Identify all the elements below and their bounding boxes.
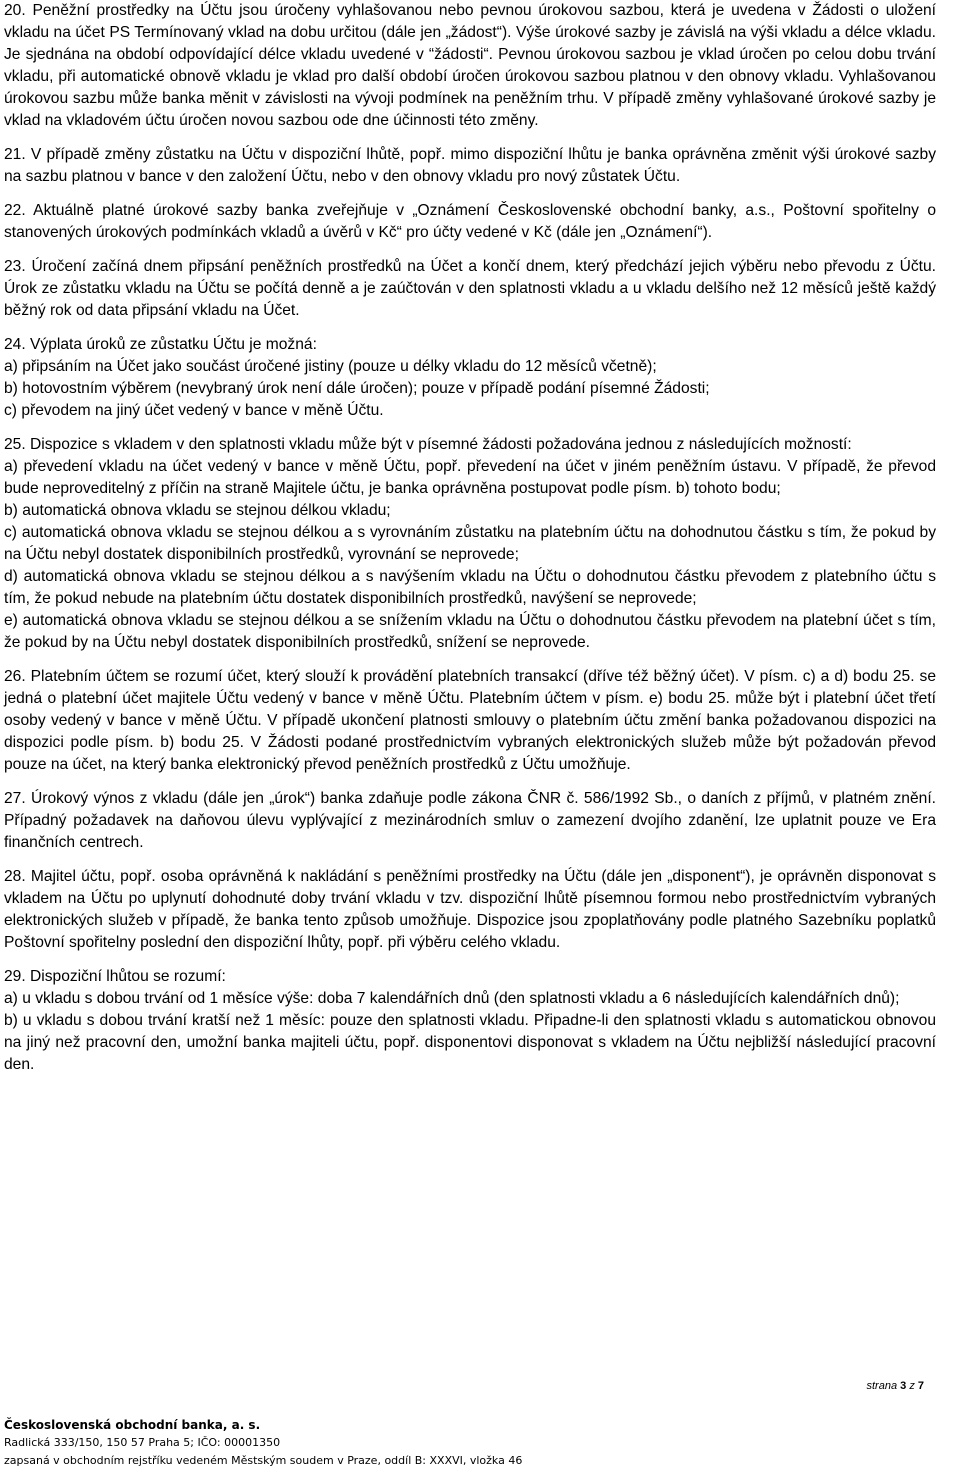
paragraph-25-item-b: b) automatická obnova vkladu se stejnou délkou vkladu; (4, 502, 391, 519)
paragraph-21: 21. V případě změny zůstatku na Účtu v dispoziční lhůtě, popř. mimo dispoziční lhůtu je banka oprávněna změnit výši úrokové sazby na sazbu platnou v bance v den založení Účtu, nebo v den obnovy vkladu pro nový zůstatek Účtu. (4, 146, 936, 185)
page-current: 3 (900, 1380, 907, 1392)
paragraph-23: 23. Úročení začíná dnem připsání peněžních prostředků na Účet a končí dnem, který předchází jejich výběru nebo převodu z Účtu. Úrok ze zůstatku vkladu na Účtu se počítá denně a je zaúčtován v den splatnosti vkladu a u vkladu delšího než 12 měsíců ještě každý běžný rok od data připsání vkladu na Účet. (4, 258, 936, 319)
paragraph-24-intro: 24. Výplata úroků ze zůstatku Účtu je možná: (4, 336, 317, 353)
page-number (866, 1380, 924, 1392)
footer-address: Radlická 333/150, 150 57 Praha 5; IČO: 00001350 (4, 1436, 281, 1449)
footer-registry: zapsaná v obchodním rejstříku vedeném Městským soudem v Praze, oddíl B: XXXVI, vložka 46 (4, 1454, 523, 1467)
paragraph-25-item-c: c) automatická obnova vkladu se stejnou délkou a s vyrovnáním zůstatku na platebním účtu na dohodnutou částku s tím, že pokud by na Účtu nebyl dostatek disponibilních prostředků, vyrovnání se neprovede; (4, 524, 936, 563)
paragraph-27: 27. Úrokový výnos z vkladu (dále jen „úrok“) banka zdaňuje podle zákona ČNR č. 586/1992 Sb., o daních z příjmů, v platném znění. Případný požadavek na daňovou úlevu vyplývající z mezinárodních smluv o zamezení dvojího zdanění, lze uplatnit pouze ve Era finančních centrech. (4, 790, 936, 851)
paragraph-24 (4, 334, 936, 422)
paragraph-29-item-b: b) u vkladu s dobou trvání kratší než 1 měsíc: pouze den splatnosti vkladu. Připadne-li den splatnosti vkladu s automatickou obnovou na jiný než pracovní den, umožní banka majiteli účtu, popř. disponentovi disponovat s vkladem na Účtu nejbližší následující pracovní den. (4, 1012, 936, 1073)
footer-company: Československá obchodní banka, a. s. (4, 1418, 261, 1432)
paragraph-29-intro: 29. Dispoziční lhůtou se rozumí: (4, 968, 226, 985)
page-separator: z (909, 1380, 915, 1392)
paragraph-24-item-c: c) převodem na jiný účet vedený v bance v měně Účtu. (4, 402, 384, 419)
paragraph-24-item-a: a) připsáním na Účet jako součást úročené jistiny (pouze u délky vkladu do 12 měsíců včetně); (4, 358, 657, 375)
paragraph-29-item-a: a) u vkladu s dobou trvání od 1 měsíce výše: doba 7 kalendářních dnů (den splatnosti vkladu a 6 následujících kalendářních dnů); (4, 990, 900, 1007)
document-body (4, 0, 936, 1088)
paragraph-25 (4, 434, 936, 654)
document-footer (4, 1416, 522, 1470)
paragraph-25-item-d: d) automatická obnova vkladu se stejnou délkou a s navýšením vkladu na Účtu o dohodnutou částku převodem z platebního účtu s tím, že pokud nebude na platebním účtu dostatek disponibilních prostředků, navýšení se neprovede; (4, 568, 936, 607)
paragraph-25-intro: 25. Dispozice s vkladem v den splatnosti vkladu může být v písemné žádosti požadována jednou z následujících možností: (4, 436, 852, 453)
paragraph-26: 26. Platebním účtem se rozumí účet, který slouží k provádění platebních transakcí (dříve též běžný účet). V písm. c) a d) bodu 25. se jedná o platební účet majitele Účtu vedený v bance v měně Účtu. Platebním účtem v písm. e) bodu 25. může být i platební účet třetí osoby vedený v bance v měně Účtu. V případě ukončení platnosti smlouvy o platebním účtu změní banka požadovanou dispozici na dispozici podle písm. b) bodu 25. V Žádosti podané prostřednictvím vybraných elektronických služeb může být požadován převod pouze na účet, na který banka elektronický převod peněžních prostředků z Účtu umožňuje. (4, 668, 936, 773)
paragraph-22: 22. Aktuálně platné úrokové sazby banka zveřejňuje v „Oznámení Československé obchodní banky, a.s., Poštovní spořitelny o stanovených úrokových podmínkách vkladů a úvěrů v Kč“ pro účty vedené v Kč (dále jen „Oznámení“). (4, 202, 936, 241)
paragraph-28: 28. Majitel účtu, popř. osoba oprávněná k nakládání s peněžními prostředky na Účtu (dále jen „disponent“), je oprávněn disponovat s vkladem na Účtu po uplynutí dohodnuté doby trvání vkladu v tzv. dispoziční lhůtě písemnou formou nebo prostřednictvím vybraných elektronických služeb v případě, že banka tento způsob umožňuje. Dispozice jsou zpoplatňovány podle platného Sazebníku poplatků Poštovní spořitelny poslední den dispoziční lhůty, popř. při výběru celého vkladu. (4, 868, 936, 951)
page-prefix: strana (866, 1380, 898, 1392)
paragraph-29 (4, 966, 936, 1076)
paragraph-20: 20. Peněžní prostředky na Účtu jsou úročeny vyhlašovanou nebo pevnou úrokovou sazbou, která je uvedena v Žádosti o uložení vkladu na účet PS Termínovaný vklad na dobu určitou (dále jen „žádost“). Výše úrokové sazby je závislá na výši vkladu a délce vkladu. Je sjednána na období odpovídající délce vkladu uvedené v “žádosti“. Pevnou úrokovou sazbou je vklad úročen po celou dobu trvání vkladu, při automatické obnově vkladu je vklad pro další období úročen úrokovou sazbou platnou v den obnovy vkladu. Vyhlašovanou úrokovou sazbu může banka měnit v závislosti na vývoji podmínek na peněžním trhu. V případě změny vyhlašované úrokové sazby je vklad na vkladovém účtu úročen novou sazbou ode dne účinnosti této změny. (4, 2, 936, 129)
page-total: 7 (917, 1380, 924, 1392)
paragraph-24-item-b: b) hotovostním výběrem (nevybraný úrok není dále úročen); pouze v případě podání písemné Žádosti; (4, 380, 710, 397)
paragraph-25-item-a: a) převedení vkladu na účet vedený v bance v měně Účtu, popř. převedení na účet v jiném peněžním ústavu. V případě, že převod bude neproveditelný z příčin na straně Majitele účtu, je banka oprávněna postupovat podle písm. b) tohoto bodu; (4, 458, 936, 497)
paragraph-25-item-e: e) automatická obnova vkladu se stejnou délkou a se snížením vkladu na Účtu o dohodnutou částku převodem na platební účet s tím, že pokud by na Účtu nebyl dostatek disponibilních prostředků, snížení se neprovede. (4, 612, 936, 651)
